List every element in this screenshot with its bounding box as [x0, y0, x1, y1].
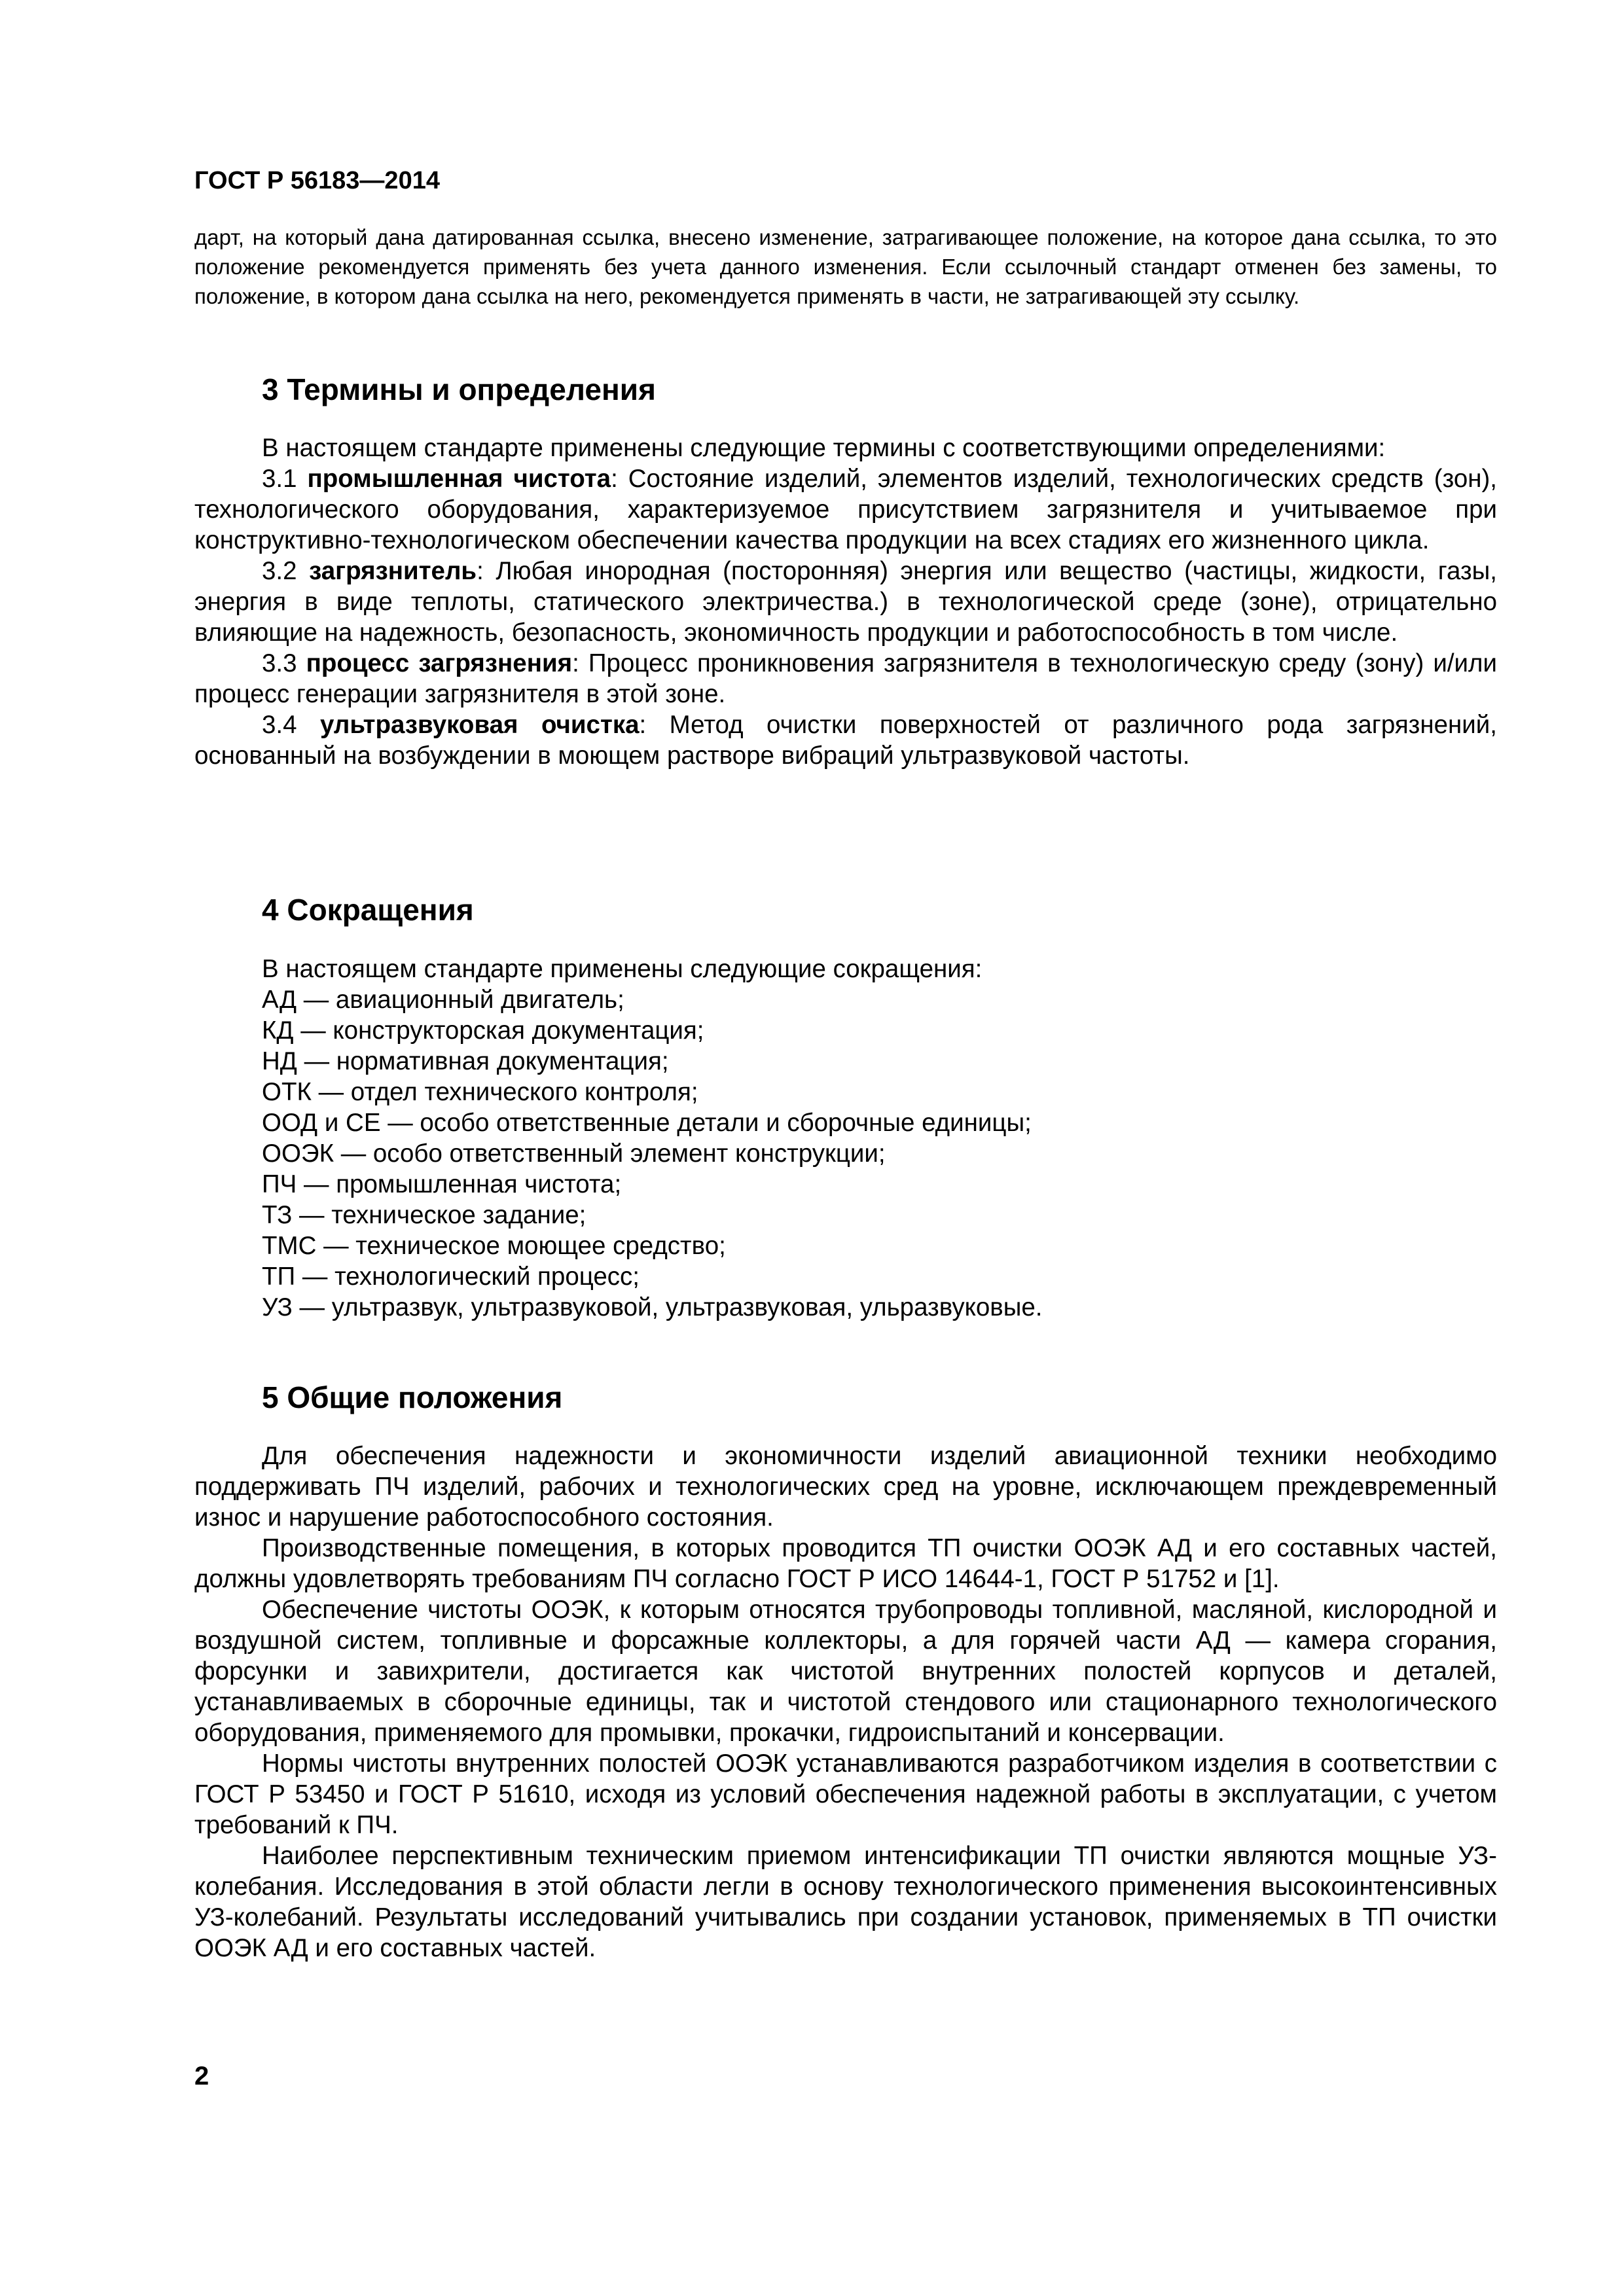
abbreviation-item: ПЧ — промышленная чистота; — [262, 1170, 622, 1198]
term-number: 3.3 — [262, 649, 297, 677]
continuation-paragraph: дарт, на который дана датированная ссылка, внесено изменение, затрагивающее положение, на которое дана ссылка, то это положение рекомендуется применять без учета данного изменения. Если ссылочный стандарт отменен без замены, то положение, в котором дана ссылка на него, рекомендуется применять в части, не затрагивающей эту ссылку. — [194, 225, 1497, 308]
term-name: процесс загрязнения — [306, 649, 573, 677]
section-5-paragraph: Для обеспечения надежности и экономичности изделий авиационной техники необходимо поддерживать ПЧ изделий, рабочих и технологических сред на уровне, исключающем преждевременный износ и нарушение работоспособного состояния. — [194, 1442, 1497, 1532]
term-3-4 — [194, 709, 1497, 771]
term-definition: : Процесс проникновения загрязнителя в технологическую среду (зону) и/или процесс генерации загрязнителя в этой зоне. — [194, 649, 1497, 708]
section-4-heading: 4 Сокращения — [262, 893, 474, 927]
term-number: 3.4 — [262, 711, 297, 739]
abbreviation-item: ТП — технологический процесс; — [262, 1263, 640, 1291]
term-3-1 — [194, 463, 1497, 556]
term-name: загрязнитель — [309, 557, 477, 585]
section-4-body — [194, 954, 1497, 1323]
abbreviation-item: КД — конструкторская документация; — [262, 1016, 704, 1045]
section-5-body — [194, 1441, 1497, 1964]
abbreviation-item: ТМС — техническое моющее средство; — [262, 1232, 726, 1260]
term-number: 3.2 — [262, 557, 297, 585]
abbreviation-item: ТЗ — техническое задание; — [262, 1201, 586, 1229]
abbreviation-item: НД — нормативная документация; — [262, 1047, 669, 1075]
section-4-intro: В настоящем стандарте применены следующие сокращения: — [262, 955, 983, 983]
abbreviation-item: УЗ — ультразвук, ультразвуковой, ультразвуковая, ульразвуковые. — [262, 1293, 1043, 1321]
term-definition: : Любая инородная (посторонняя) энергия или вещество (частицы, жидкости, газы, энергия в виде теплоты, статического электричества.) в технологической среде (зоне), отрицательно влияющие на надежность, безопасность, экономичность продукции и работоспособность в том числе. — [194, 557, 1497, 647]
section-3-intro: В настоящем стандарте применены следующие термины с соответствующими определениями: — [262, 434, 1386, 462]
section-5-paragraph: Наиболее перспективным техническим приемом интенсификации ТП очистки являются мощные УЗ-колебания. Исследования в этой области легли в основу технологического применения высокоинтенсивных УЗ-колебаний. Результаты исследований учитывались при создании установок, применяемых в ТП очистки ООЭК АД и его составных частей. — [194, 1842, 1497, 1962]
section-5-paragraph: Нормы чистоты внутренних полостей ООЭК устанавливаются разработчиком изделия в соответствии с ГОСТ Р 53450 и ГОСТ Р 51610, исходя из условий обеспечения надежной работы в эксплуатации, с учетом требований к ПЧ. — [194, 1749, 1497, 1839]
term-definition: : Метод очистки поверхностей от различного рода загрязнений, основанный на возбуждении в моющем растворе вибраций ультразвуковой частоты. — [194, 711, 1497, 770]
term-3-3 — [194, 648, 1497, 709]
abbreviation-item: АД — авиационный двигатель; — [262, 986, 624, 1014]
term-definition: : Состояние изделий, элементов изделий, технологических средств (зон), технологического оборудования, характеризуемое присутствием загрязнителя и учитываемое при конструктивно-технологическом обеспечении качества продукции на всех стадиях его жизненного цикла. — [194, 465, 1498, 554]
section-3-body — [194, 433, 1497, 771]
term-3-2 — [194, 556, 1497, 648]
document-code-header: ГОСТ Р 56183—2014 — [194, 167, 440, 194]
section-5-heading: 5 Общие положения — [262, 1380, 563, 1414]
section-5-paragraph: Обеспечение чистоты ООЭК, к которым относятся трубопроводы топливной, масляной, кислородной и воздушной систем, топливные и форсажные коллекторы, а для горячей части АД — камера сгорания, форсунки и завихрители, достигается как чистотой внутренних полостей корпусов и деталей, устанавливаемых в сборочные единицы, так и чистотой стендового или стационарного технологического оборудования, применяемого для промывки, прокачки, гидроиспытаний и консервации. — [194, 1596, 1497, 1747]
term-name: ультразвуковая очистка — [320, 711, 640, 739]
abbreviation-list — [194, 984, 1497, 1323]
section-3-heading: 3 Термины и определения — [262, 372, 656, 406]
abbreviation-item: ООЭК — особо ответственный элемент конструкции; — [262, 1139, 886, 1168]
term-name: промышленная чистота — [307, 465, 611, 493]
abbreviation-item: ООД и СЕ — особо ответственные детали и сборочные единицы; — [262, 1109, 1032, 1137]
term-number: 3.1 — [262, 465, 297, 493]
abbreviation-item: ОТК — отдел технического контроля; — [262, 1078, 698, 1106]
page-number: 2 — [194, 2062, 209, 2090]
section-5-paragraph: Производственные помещения, в которых проводится ТП очистки ООЭК АД и его составных частей, должны удовлетворять требованиям ПЧ согласно ГОСТ Р ИСО 14644-1, ГОСТ Р 51752 и [1]. — [194, 1534, 1497, 1593]
